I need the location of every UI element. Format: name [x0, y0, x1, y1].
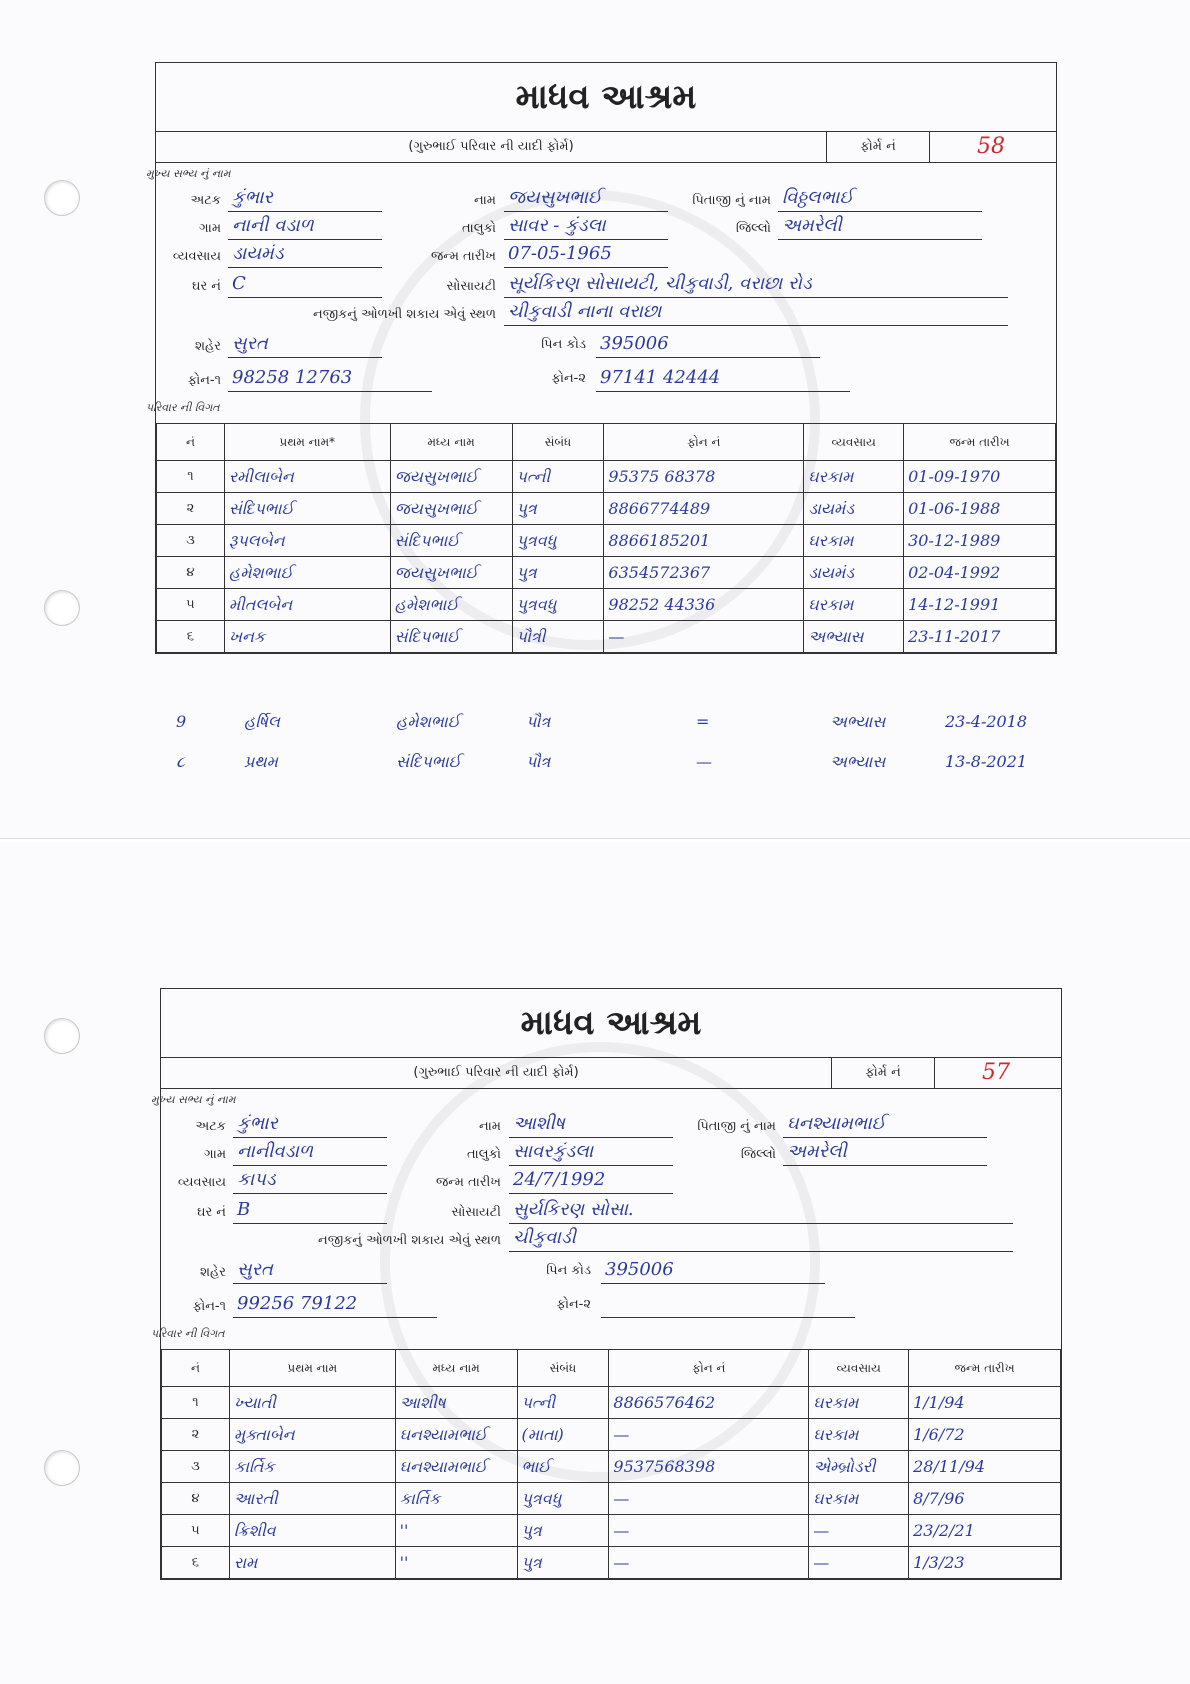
- cell: ૩: [162, 1451, 230, 1483]
- form-number: 57: [982, 1060, 1010, 1085]
- table-header-row: [162, 1350, 1061, 1387]
- cell: ઘરકામ: [804, 461, 904, 493]
- phone2-label: ફોન-૨: [556, 1297, 591, 1312]
- col-number: નં: [162, 1350, 230, 1387]
- phone1-label: ફોન-૧: [187, 373, 221, 388]
- col-phone: ફોન નં: [609, 1350, 809, 1387]
- surname-label: અટક: [195, 1119, 226, 1134]
- phone2-value: [601, 1293, 855, 1318]
- col-first-name: પ્રથમ નામ: [229, 1350, 395, 1387]
- pincode-label: પિન કોડ: [546, 1263, 591, 1278]
- cell: ૬: [162, 1547, 230, 1579]
- cell: —: [609, 1419, 809, 1451]
- cell: હમેશભાઈ: [390, 589, 512, 621]
- house-number-value: C: [228, 273, 382, 298]
- city-label: શહેર: [200, 1265, 226, 1280]
- cell: 1/1/94: [909, 1387, 1061, 1419]
- cell: પુત્ર: [517, 1515, 609, 1547]
- table-row: [157, 621, 1056, 653]
- district-label: જિલ્લો: [740, 1147, 776, 1162]
- cell: પુત્રવધુ: [517, 1483, 609, 1515]
- cell: 23-11-2017: [904, 621, 1056, 653]
- society-label: સોસાયટી: [446, 279, 496, 294]
- cell: —: [609, 1547, 809, 1579]
- cell: ખનક: [224, 621, 390, 653]
- col-phone: ફોન નં: [604, 424, 804, 461]
- cell: પુત્ર: [512, 493, 604, 525]
- head-member-label: મુખ્ય સભ્ય નું નામ: [146, 167, 231, 180]
- village-value: નાની વડાળ: [228, 215, 382, 240]
- cell: રામ: [229, 1547, 395, 1579]
- house-number-label: ઘર નં: [196, 1205, 226, 1220]
- cell: 1/3/23: [909, 1547, 1061, 1579]
- punch-hole: [44, 1018, 80, 1054]
- cell: આરતી: [229, 1483, 395, 1515]
- cell: ૩: [157, 525, 225, 557]
- cell: ૨: [157, 493, 225, 525]
- punch-hole: [44, 590, 80, 626]
- cell: ૧: [157, 461, 225, 493]
- cell: ઘરકામ: [809, 1483, 909, 1515]
- cell: ઘનશ્યામભાઈ: [395, 1451, 517, 1483]
- landmark-label: નજીકનું ઓળખી શકાય એવું સ્થળ: [313, 307, 496, 322]
- cell: ૬: [157, 621, 225, 653]
- table-row: [162, 1419, 1061, 1451]
- cell: ભાઈ: [517, 1451, 609, 1483]
- cell: (માતા): [517, 1419, 609, 1451]
- col-occupation: વ્યવસાય: [809, 1350, 909, 1387]
- cell: 14-12-1991: [904, 589, 1056, 621]
- table-row: [157, 589, 1056, 621]
- surname-value: કુંભાર: [228, 187, 382, 212]
- cell: પુત્ર: [512, 557, 604, 589]
- table-header-row: [157, 424, 1056, 461]
- col-first-name: પ્રથમ નામ*: [224, 424, 390, 461]
- city-value: સુરત: [233, 1259, 387, 1284]
- cell: ૪: [162, 1483, 230, 1515]
- name-value: જયસુખભાઈ: [504, 187, 668, 212]
- form-sheet-bottom: [0, 842, 1190, 1684]
- form-number: 58: [977, 134, 1005, 159]
- cell: સંદિપભાઈ: [390, 621, 512, 653]
- occupation-value: ડાયમંડ: [228, 243, 382, 268]
- cell: 8866774489: [604, 493, 804, 525]
- occupation-value: કાપડ: [233, 1169, 387, 1194]
- cell: ૪: [157, 557, 225, 589]
- cell: હમેશભાઈ: [224, 557, 390, 589]
- cell: 95375 68378: [604, 461, 804, 493]
- table-row: [157, 461, 1056, 493]
- name-value: આશીષ: [509, 1113, 673, 1138]
- dob-value: 07-05-1965: [504, 243, 668, 268]
- form-title: માધવ આશ્રમ: [515, 77, 697, 117]
- table-row: [157, 557, 1056, 589]
- table-row: [162, 1515, 1061, 1547]
- cell: 8866185201: [604, 525, 804, 557]
- society-value: સુર્યકિરણ સોસા.: [509, 1199, 1013, 1224]
- cell: પુત્રવધુ: [512, 525, 604, 557]
- cell: 30-12-1989: [904, 525, 1056, 557]
- occupation-label: વ્યવસાય: [177, 1175, 226, 1190]
- taluka-value: સાવર - કુંડલા: [504, 215, 668, 240]
- cell: પૌત્રી: [512, 621, 604, 653]
- family-members-table: [161, 1349, 1061, 1579]
- pincode-value: 395006: [596, 333, 820, 358]
- landmark-label: નજીકનું ઓળખી શકાય એવું સ્થળ: [318, 1233, 501, 1248]
- cell: 9537568398: [609, 1451, 809, 1483]
- table-row: [162, 1547, 1061, 1579]
- form-subtitle: (ગુરુભાઈ પરિવાર ની યાદી ફોર્મ): [413, 1065, 579, 1080]
- form-subtitle: (ગુરુભાઈ પરિવાર ની યાદી ફોર્મ): [408, 139, 574, 154]
- cell: જયસુખભાઈ: [390, 557, 512, 589]
- cell: 8866576462: [609, 1387, 809, 1419]
- cell: —: [604, 621, 804, 653]
- village-value: નાનીવડાળ: [233, 1141, 387, 1166]
- family-details-label: પરિવાર ની વિગત: [151, 1327, 225, 1340]
- cell: ૧: [162, 1387, 230, 1419]
- society-value: સૂર્યકિરણ સોસાયટી, ચીકુવાડી, વરાછા રોડ: [504, 273, 1008, 298]
- village-label: ગામ: [204, 1147, 226, 1162]
- form-sheet-top: માધવ આશ્રમ (ગુરુભાઈ પરિવાર ની યાદી ફોર્મ) ફોર્મ નં 58 મુખ્ય સભ્ય નું નામ અટક કુંભાર નામ જયસુખભાઈ પિતાજી નું નામ વિઠ્ઠલભાઈ ગામ નાની વડાળ તાલુકો સાવર - કુંડલા જિલ્લો અમરેલી વ્યવસાય ડાયમંડ જન્મ તારીખ 07-05-1965 ઘર નં C સોસાયટી સૂર્યકિરણ સોસાયટી, ચીકુવાડી, વરાછા રોડ નજીકનું ઓળખી શકાય એવું સ્થળ ચીકુવાડી નાના વરાછા શહેર સુરત પિન કોડ 395006 ફોન-૧ 98258 12763 ફોન-૨ 97141 42444 પરિવાર ની વિગત નં પ્રથમ નામ* મધ્ય નામ સંબંધ ફોન નં વ્યવસાય જન્મ તારીખ ૧ રમીલાબેન જયસુખભાઈ પત્ની 95375 68378 ઘરકામ 01-09-1970 ૨ સંદિપભાઈ જયસુખભાઈ પુત્ર 8866774489 ડાયમંડ 01-06-1988 ૩ રૂપલબેન સંદિપભાઈ પુત્રવધુ 8866185201 ઘરકામ 30-12-1989 ૪ હમેશભાઈ જયસુખભાઈ પુત્ર 6354572367 ડાયમંડ 02-04-1992 ૫ મીતલબેન હમેશભાઈ પુત્રવધુ 98252 44336 ઘરકામ 14-12-1991 ૬ ખનક સંદિપભાઈ પૌત્રી — અભ્યાસ 23-11-2017 9 હર્ષિલ હમેશભાઈ પૌત્ર = અભ્યાસ 23-4-2018 ૮ પ્રથમ સંદિપભાઈ પૌત્ર — અભ્યાસ 13-8-2021: [0, 0, 1190, 839]
- district-value: અમરેલી: [783, 1141, 987, 1166]
- cell: 28/11/94: [909, 1451, 1061, 1483]
- cell: —: [809, 1547, 909, 1579]
- registration-form-58: [146, 62, 1057, 654]
- dob-label: જન્મ તારીખ: [430, 249, 496, 264]
- cell: 01-09-1970: [904, 461, 1056, 493]
- taluka-label: તાલુકો: [466, 1147, 501, 1162]
- col-middle-name: મધ્ય નામ: [395, 1350, 517, 1387]
- col-number: નં: [157, 424, 225, 461]
- cell: કાર્તિક: [395, 1483, 517, 1515]
- table-row: [157, 493, 1056, 525]
- landmark-value: ચીકુવાડી નાના વરાછા: [504, 301, 1008, 326]
- landmark-value: ચીકુવાડી: [509, 1227, 1013, 1252]
- table-row: [162, 1387, 1061, 1419]
- registration-form-57: [151, 988, 1062, 1580]
- taluka-label: તાલુકો: [461, 221, 496, 236]
- cell: —: [809, 1515, 909, 1547]
- col-relation: સંબંધ: [512, 424, 604, 461]
- surname-label: અટક: [190, 193, 221, 208]
- cell: સંદિપભાઈ: [224, 493, 390, 525]
- cell: પત્ની: [517, 1387, 609, 1419]
- cell: 1/6/72: [909, 1419, 1061, 1451]
- house-number-value: B: [233, 1199, 387, 1224]
- occupation-label: વ્યવસાય: [172, 249, 221, 264]
- father-name-label: પિતાજી નું નામ: [697, 1119, 776, 1134]
- table-row: [162, 1483, 1061, 1515]
- cell: 01-06-1988: [904, 493, 1056, 525]
- city-label: શહેર: [195, 339, 221, 354]
- cell: ૫: [157, 589, 225, 621]
- dob-label: જન્મ તારીખ: [435, 1175, 501, 1190]
- house-number-label: ઘર નં: [191, 279, 221, 294]
- cell: '': [395, 1515, 517, 1547]
- cell: જયસુખભાઈ: [390, 461, 512, 493]
- cell: ડાયમંડ: [804, 493, 904, 525]
- punch-hole: [44, 1450, 80, 1486]
- dob-value: 24/7/1992: [509, 1169, 673, 1194]
- col-occupation: વ્યવસાય: [804, 424, 904, 461]
- cell: ક્રિશીવ: [229, 1515, 395, 1547]
- cell: ડાયમંડ: [804, 557, 904, 589]
- col-dob: જન્મ તારીખ: [904, 424, 1056, 461]
- phone1-label: ફોન-૧: [192, 1299, 226, 1314]
- cell: 8/7/96: [909, 1483, 1061, 1515]
- col-middle-name: મધ્ય નામ: [390, 424, 512, 461]
- col-relation: સંબંધ: [517, 1350, 609, 1387]
- phone1-value: 98258 12763: [228, 367, 432, 392]
- phone2-label: ફોન-૨: [551, 371, 586, 386]
- cell: રમીલાબેન: [224, 461, 390, 493]
- cell: કાર્તિક: [229, 1451, 395, 1483]
- cell: 02-04-1992: [904, 557, 1056, 589]
- village-label: ગામ: [199, 221, 221, 236]
- form-title: માધવ આશ્રમ: [520, 1003, 702, 1043]
- name-label: નામ: [473, 193, 496, 208]
- cell: એમ્બ્રોડરી: [809, 1451, 909, 1483]
- cell: 98252 44336: [604, 589, 804, 621]
- district-value: અમરેલી: [778, 215, 982, 240]
- cell: ઘનશ્યામભાઈ: [395, 1419, 517, 1451]
- cell: ખ્યાતી: [229, 1387, 395, 1419]
- cell: 23/2/21: [909, 1515, 1061, 1547]
- taluka-value: સાવરકુંડલા: [509, 1141, 673, 1166]
- cell: ૫: [162, 1515, 230, 1547]
- father-name-value: ઘનશ્યામભાઈ: [783, 1113, 987, 1138]
- district-label: જિલ્લો: [735, 221, 771, 236]
- cell: ૨: [162, 1419, 230, 1451]
- cell: ઘરકામ: [809, 1419, 909, 1451]
- cell: પુત્ર: [517, 1547, 609, 1579]
- punch-hole: [44, 180, 80, 216]
- cell: મીતલબેન: [224, 589, 390, 621]
- surname-value: કુંભાર: [233, 1113, 387, 1138]
- pincode-label: પિન કોડ: [541, 337, 586, 352]
- table-row: [162, 1451, 1061, 1483]
- cell: 6354572367: [604, 557, 804, 589]
- family-members-table: [156, 423, 1056, 653]
- phone1-value: 99256 79122: [233, 1293, 437, 1318]
- father-name-label: પિતાજી નું નામ: [692, 193, 771, 208]
- cell: રૂપલબેન: [224, 525, 390, 557]
- cell: ઘરકામ: [809, 1387, 909, 1419]
- cell: મુક્તાબેન: [229, 1419, 395, 1451]
- pincode-value: 395006: [601, 1259, 825, 1284]
- cell: સંદિપભાઈ: [390, 525, 512, 557]
- society-label: સોસાયટી: [451, 1205, 501, 1220]
- cell: અભ્યાસ: [804, 621, 904, 653]
- form-number-label: ફોર્મ નં: [826, 132, 930, 162]
- cell: ઘરકામ: [804, 589, 904, 621]
- col-dob: જન્મ તારીખ: [909, 1350, 1061, 1387]
- cell: '': [395, 1547, 517, 1579]
- cell: જયસુખભાઈ: [390, 493, 512, 525]
- table-row: [157, 525, 1056, 557]
- father-name-value: વિઠ્ઠલભાઈ: [778, 187, 982, 212]
- cell: આશીષ: [395, 1387, 517, 1419]
- cell: પુત્રવધુ: [512, 589, 604, 621]
- head-member-label: મુખ્ય સભ્ય નું નામ: [151, 1093, 236, 1106]
- city-value: સુરત: [228, 333, 382, 358]
- cell: —: [609, 1483, 809, 1515]
- cell: —: [609, 1515, 809, 1547]
- name-label: નામ: [478, 1119, 501, 1134]
- phone2-value: 97141 42444: [596, 367, 850, 392]
- cell: પત્ની: [512, 461, 604, 493]
- cell: ઘરકામ: [804, 525, 904, 557]
- family-details-label: પરિવાર ની વિગત: [146, 401, 220, 414]
- form-number-label: ફોર્મ નં: [831, 1058, 935, 1088]
